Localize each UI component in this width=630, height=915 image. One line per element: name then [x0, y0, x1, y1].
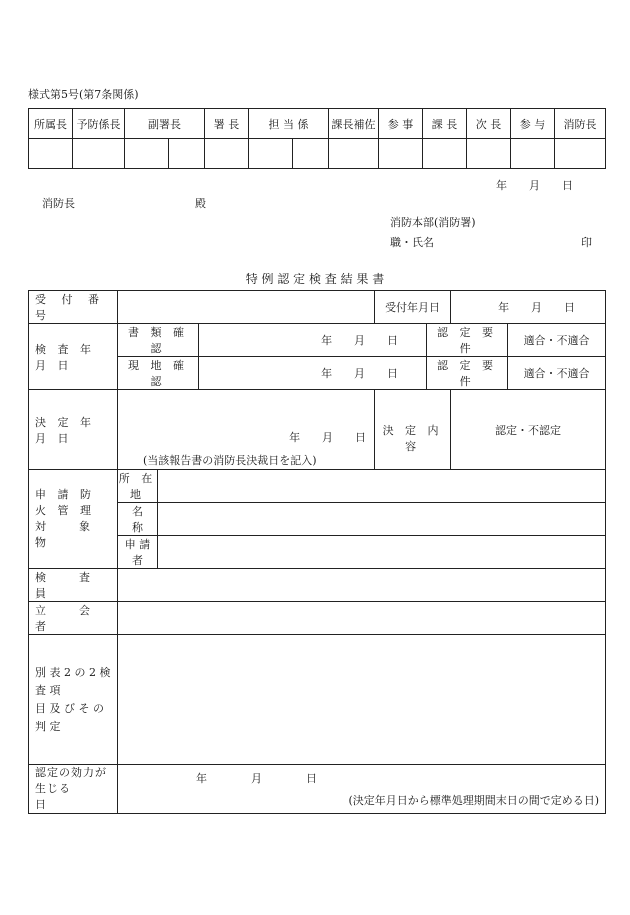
- receipt-number-label: 受 付 番 号: [29, 291, 118, 324]
- stamp-cell[interactable]: [511, 139, 555, 169]
- stamp-cell[interactable]: [555, 139, 606, 169]
- name-field[interactable]: [158, 503, 606, 536]
- decision-date-value: 年 月 日: [289, 431, 367, 444]
- inspector-label: 検 査 員: [29, 569, 118, 602]
- seal-mark: 印: [581, 236, 592, 249]
- requirement-label-2: 認 定 要 件: [427, 357, 508, 390]
- form-number: 様式第5号(第7条関係): [28, 88, 139, 101]
- stamp-cell[interactable]: [423, 139, 467, 169]
- document-title: 特 例 認 定 検 査 結 果 書: [245, 272, 385, 286]
- receipt-date-label: 受付年月日: [375, 291, 451, 324]
- target-label-line2: 対 象 物: [35, 520, 123, 549]
- effective-date-value: 年 月 日: [196, 772, 317, 785]
- approval-header-5: 担 当 係: [249, 109, 329, 139]
- requirement-value-2[interactable]: 適合・不適合: [508, 357, 606, 390]
- appendix-label-line2: 目 及 び そ の 判 定: [35, 701, 104, 733]
- location-field[interactable]: [158, 470, 606, 503]
- name-label: 名 称: [118, 503, 158, 536]
- stamp-cell[interactable]: [329, 139, 379, 169]
- location-label: 所 在 地: [118, 470, 158, 503]
- approval-header-2: 予防係長: [73, 109, 125, 139]
- site-check-label: 現 地 確 認: [118, 357, 199, 390]
- approval-header-3: 副署長: [125, 109, 205, 139]
- effective-date-label: [29, 765, 118, 814]
- approval-header-1: 所属長: [29, 109, 73, 139]
- sender-organization: 消防本部(消防署): [390, 216, 476, 229]
- sender-name-label: 職・氏名: [390, 236, 434, 249]
- decision-date-note: (当該報告書の消防長決裁日を記入): [143, 454, 317, 467]
- approval-header-11: 消防長: [555, 109, 606, 139]
- inspection-date-label: 検 査 年 月 日: [29, 324, 118, 390]
- stamp-cell[interactable]: [169, 139, 205, 169]
- inspection-result-table: [28, 290, 606, 814]
- receipt-number-field[interactable]: [118, 291, 375, 324]
- appendix-label: [29, 635, 118, 765]
- decision-date-label: 決 定 年 月 日: [29, 390, 118, 470]
- decision-content-value[interactable]: 認定・不認定: [451, 390, 606, 470]
- stamp-cell[interactable]: [125, 139, 169, 169]
- appendix-label-line1: 別 表 2 の 2 検 査 項: [35, 665, 111, 697]
- stamp-cell[interactable]: [29, 139, 73, 169]
- applicant-field[interactable]: [158, 536, 606, 569]
- issue-date: 年 月 日: [496, 179, 573, 192]
- witness-field[interactable]: [118, 602, 606, 635]
- effective-date-cell[interactable]: [118, 765, 606, 814]
- effective-date-note: (決定年月日から標準処理期間末日の間で定める日): [348, 794, 600, 807]
- stamp-cell[interactable]: [73, 139, 125, 169]
- stamp-cell[interactable]: [293, 139, 329, 169]
- decision-content-label: 決 定 内 容: [375, 390, 451, 470]
- target-label-line1: 申 請 防 火 管 理: [35, 488, 95, 517]
- addressee: 消防長: [42, 197, 75, 210]
- approval-header-7: 参 事: [379, 109, 423, 139]
- approval-header-9: 次 長: [467, 109, 511, 139]
- approval-header-4: 署 長: [205, 109, 249, 139]
- requirement-value-1[interactable]: 適合・不適合: [508, 324, 606, 357]
- requirement-label-1: 認 定 要 件: [427, 324, 508, 357]
- witness-label: 立 会 者: [29, 602, 118, 635]
- effective-label-line2: 日: [35, 798, 46, 811]
- stamp-cell[interactable]: [205, 139, 249, 169]
- approval-header-6: 課長補佐: [329, 109, 379, 139]
- target-object-label: [29, 470, 123, 569]
- stamp-cell[interactable]: [249, 139, 293, 169]
- honorific: 殿: [195, 197, 206, 210]
- document-check-label: 書 類 確 認: [118, 324, 199, 357]
- approval-header-8: 課 長: [423, 109, 467, 139]
- stamp-cell[interactable]: [467, 139, 511, 169]
- effective-label-line1: 認定の効力が生じる: [35, 766, 107, 795]
- appendix-field[interactable]: [118, 635, 606, 765]
- stamp-cell[interactable]: [379, 139, 423, 169]
- applicant-label: 申 請 者: [118, 536, 158, 569]
- approval-stamp-table: [28, 108, 606, 169]
- decision-date-cell[interactable]: [118, 390, 375, 470]
- document-check-date[interactable]: 年 月 日: [199, 324, 427, 357]
- inspector-field[interactable]: [118, 569, 606, 602]
- approval-header-10: 参 与: [511, 109, 555, 139]
- receipt-date-value[interactable]: 年 月 日: [451, 291, 606, 324]
- site-check-date[interactable]: 年 月 日: [199, 357, 427, 390]
